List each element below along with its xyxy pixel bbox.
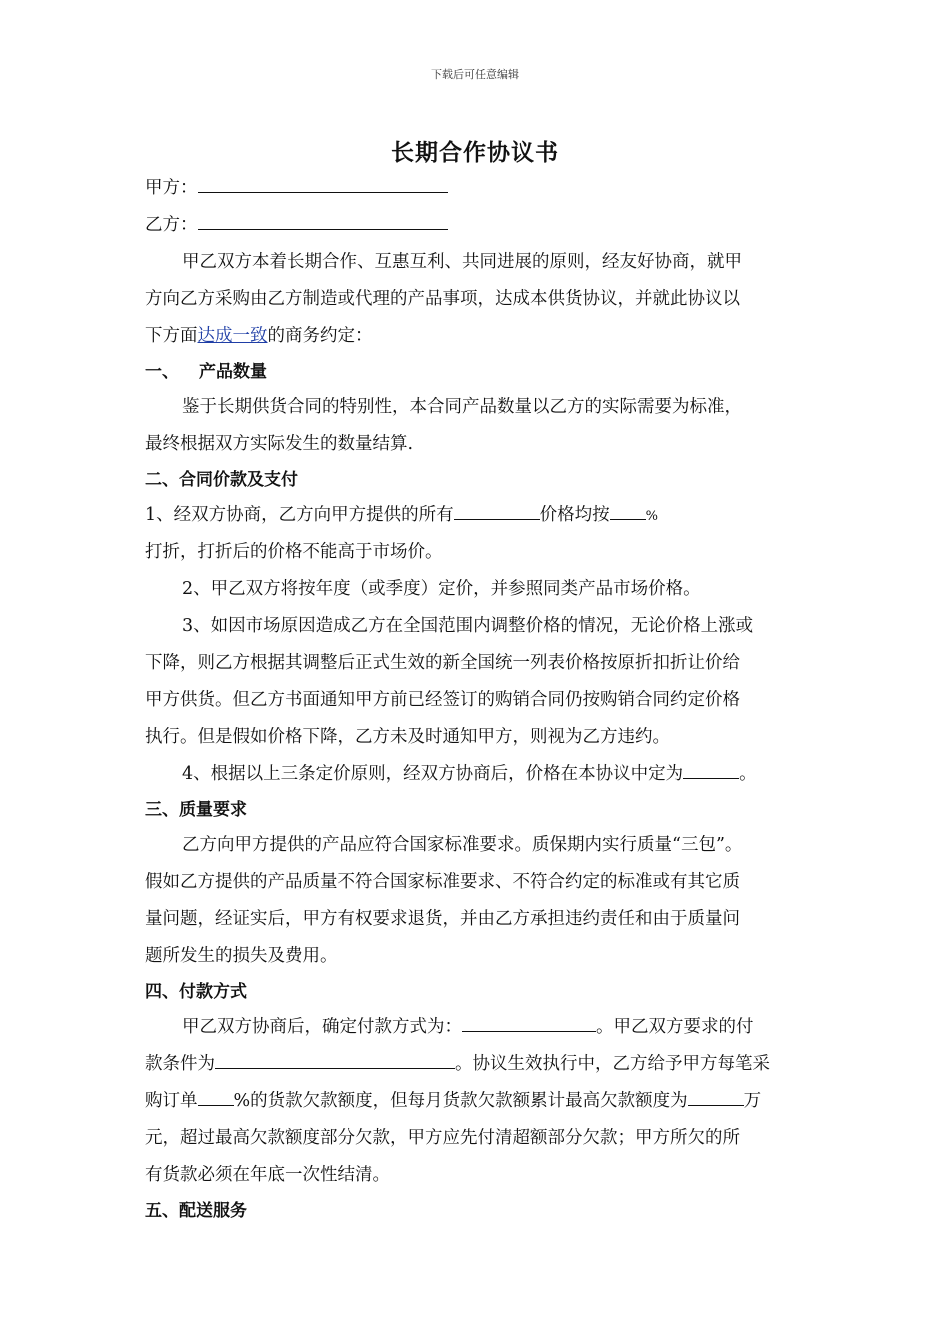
section-4-line-3-a: 购订单 (145, 1091, 198, 1111)
section-4-line-4: 元，超过最高欠款额度部分欠款，甲方应先付清超额部分欠款；甲方所欠的所 (145, 1128, 740, 1148)
party-a-blank (198, 172, 448, 193)
section-2-p1-line-2: 打折，打折后的价格不能高于市场价。 (145, 542, 443, 562)
section-1-heading (145, 355, 807, 389)
section-2-p3-line-2: 下降，则乙方根据其调整后正式生效的新全国统一列表价格按原折扣折让价给 (145, 653, 740, 673)
section-4-heading: 四、付款方式 (145, 982, 247, 1002)
section-4-line-1 (145, 1009, 807, 1046)
party-b-line (145, 207, 807, 244)
section-3-line-1: 乙方向甲方提供的产品应符合国家标准要求。质保期内实行质量“三包”。 (182, 835, 743, 855)
section-2-p4 (145, 756, 807, 793)
credit-percent-blank (198, 1085, 234, 1106)
party-b-label: 乙方： (145, 215, 198, 235)
section-2-p3-line-1: 3、如因市场原因造成乙方在全国范围内调整价格的情况，无论价格上涨或 (182, 616, 754, 636)
section-2-p1-a: 1、经双方协商，乙方向甲方提供的所有 (145, 505, 454, 525)
section-3-line-2: 假如乙方提供的产品质量不符合国家标准要求、不符合约定的标准或有其它质 (145, 872, 740, 892)
agreement-link[interactable]: 达成一致 (197, 326, 268, 346)
section-4-line-1-a: 甲乙双方协商后，确定付款方式为： (182, 1017, 462, 1037)
section-1-number: 一、 (145, 362, 179, 382)
section-4-line-1-b: 。甲乙双方要求的付 (596, 1017, 754, 1037)
party-a-line (145, 170, 807, 207)
party-a-label: 甲方： (145, 178, 198, 198)
section-2-p3-line-3: 甲方供货。但乙方书面通知甲方前已经签订的购销合同仍按购销合同约定价格 (145, 690, 740, 710)
section-2-p4-a: 4、根据以上三条定价原则，经双方协商后，价格在本协议中定为 (182, 764, 684, 784)
section-4-line-2-a: 款条件为 (145, 1054, 215, 1074)
discount-blank (610, 499, 646, 520)
party-b-blank (198, 209, 448, 230)
document-title: 长期合作协议书 (391, 140, 559, 166)
payment-terms-blank (215, 1048, 455, 1069)
max-credit-blank (688, 1085, 744, 1106)
section-3-line-3: 量问题，经证实后，甲方有权要求退货，并由乙方承担违约责任和由于质量问 (145, 909, 740, 929)
section-2-heading: 二、合同价款及支付 (145, 470, 298, 490)
header-note: 下载后可任意编辑 (431, 68, 519, 81)
section-4-line-5: 有货款必须在年底一次性结清。 (145, 1165, 390, 1185)
intro-line-1: 甲乙双方本着长期合作、互惠互利、共同进展的原则，经友好协商，就甲 (182, 252, 742, 272)
section-2-p1-line-1 (145, 497, 807, 534)
section-4-line-2-b: 。协议生效执行中，乙方给予甲方每笔采 (455, 1054, 770, 1074)
section-2-p1-b: 价格均按 (539, 505, 610, 525)
intro-line-3-post: 的商务约定： (267, 326, 373, 346)
intro-line-2: 方向乙方采购由乙方制造或代理的产品事项，达成本供货协议，并就此协议以 (145, 289, 740, 309)
section-4-line-3 (145, 1083, 807, 1120)
section-3-heading: 三、质量要求 (145, 800, 247, 820)
section-1-line-2: 最终根据双方实际发生的数量结算. (145, 434, 414, 454)
section-1-title: 产品数量 (199, 362, 267, 382)
section-1-line-1: 鉴于长期供货合同的特别性，本合同产品数量以乙方的实际需要为标准， (182, 397, 742, 417)
intro-line-3 (145, 318, 807, 355)
product-blank (454, 499, 540, 520)
section-3-line-4: 题所发生的损失及费用。 (145, 946, 338, 966)
section-2-p2: 2、甲乙双方将按年度（或季度）定价，并参照同类产品市场价格。 (182, 579, 701, 599)
intro-line-3-pre: 下方面 (145, 326, 198, 346)
section-2-p3-line-4: 执行。但是假如价格下降，乙方未及时通知甲方，则视为乙方违约。 (145, 727, 670, 747)
section-2-p4-b: 。 (739, 764, 757, 784)
section-4-line-3-c: 万 (743, 1091, 762, 1111)
section-4-line-3-b: %的货款欠款额度，但每月货款欠款额累计最高欠款额度为 (233, 1091, 688, 1111)
payment-method-blank (462, 1011, 596, 1032)
section-2-p1-c: % (645, 509, 658, 524)
price-blank (683, 758, 739, 779)
document-body (145, 170, 807, 1228)
section-5-heading: 五、配送服务 (145, 1201, 247, 1221)
section-4-line-2 (145, 1046, 807, 1083)
